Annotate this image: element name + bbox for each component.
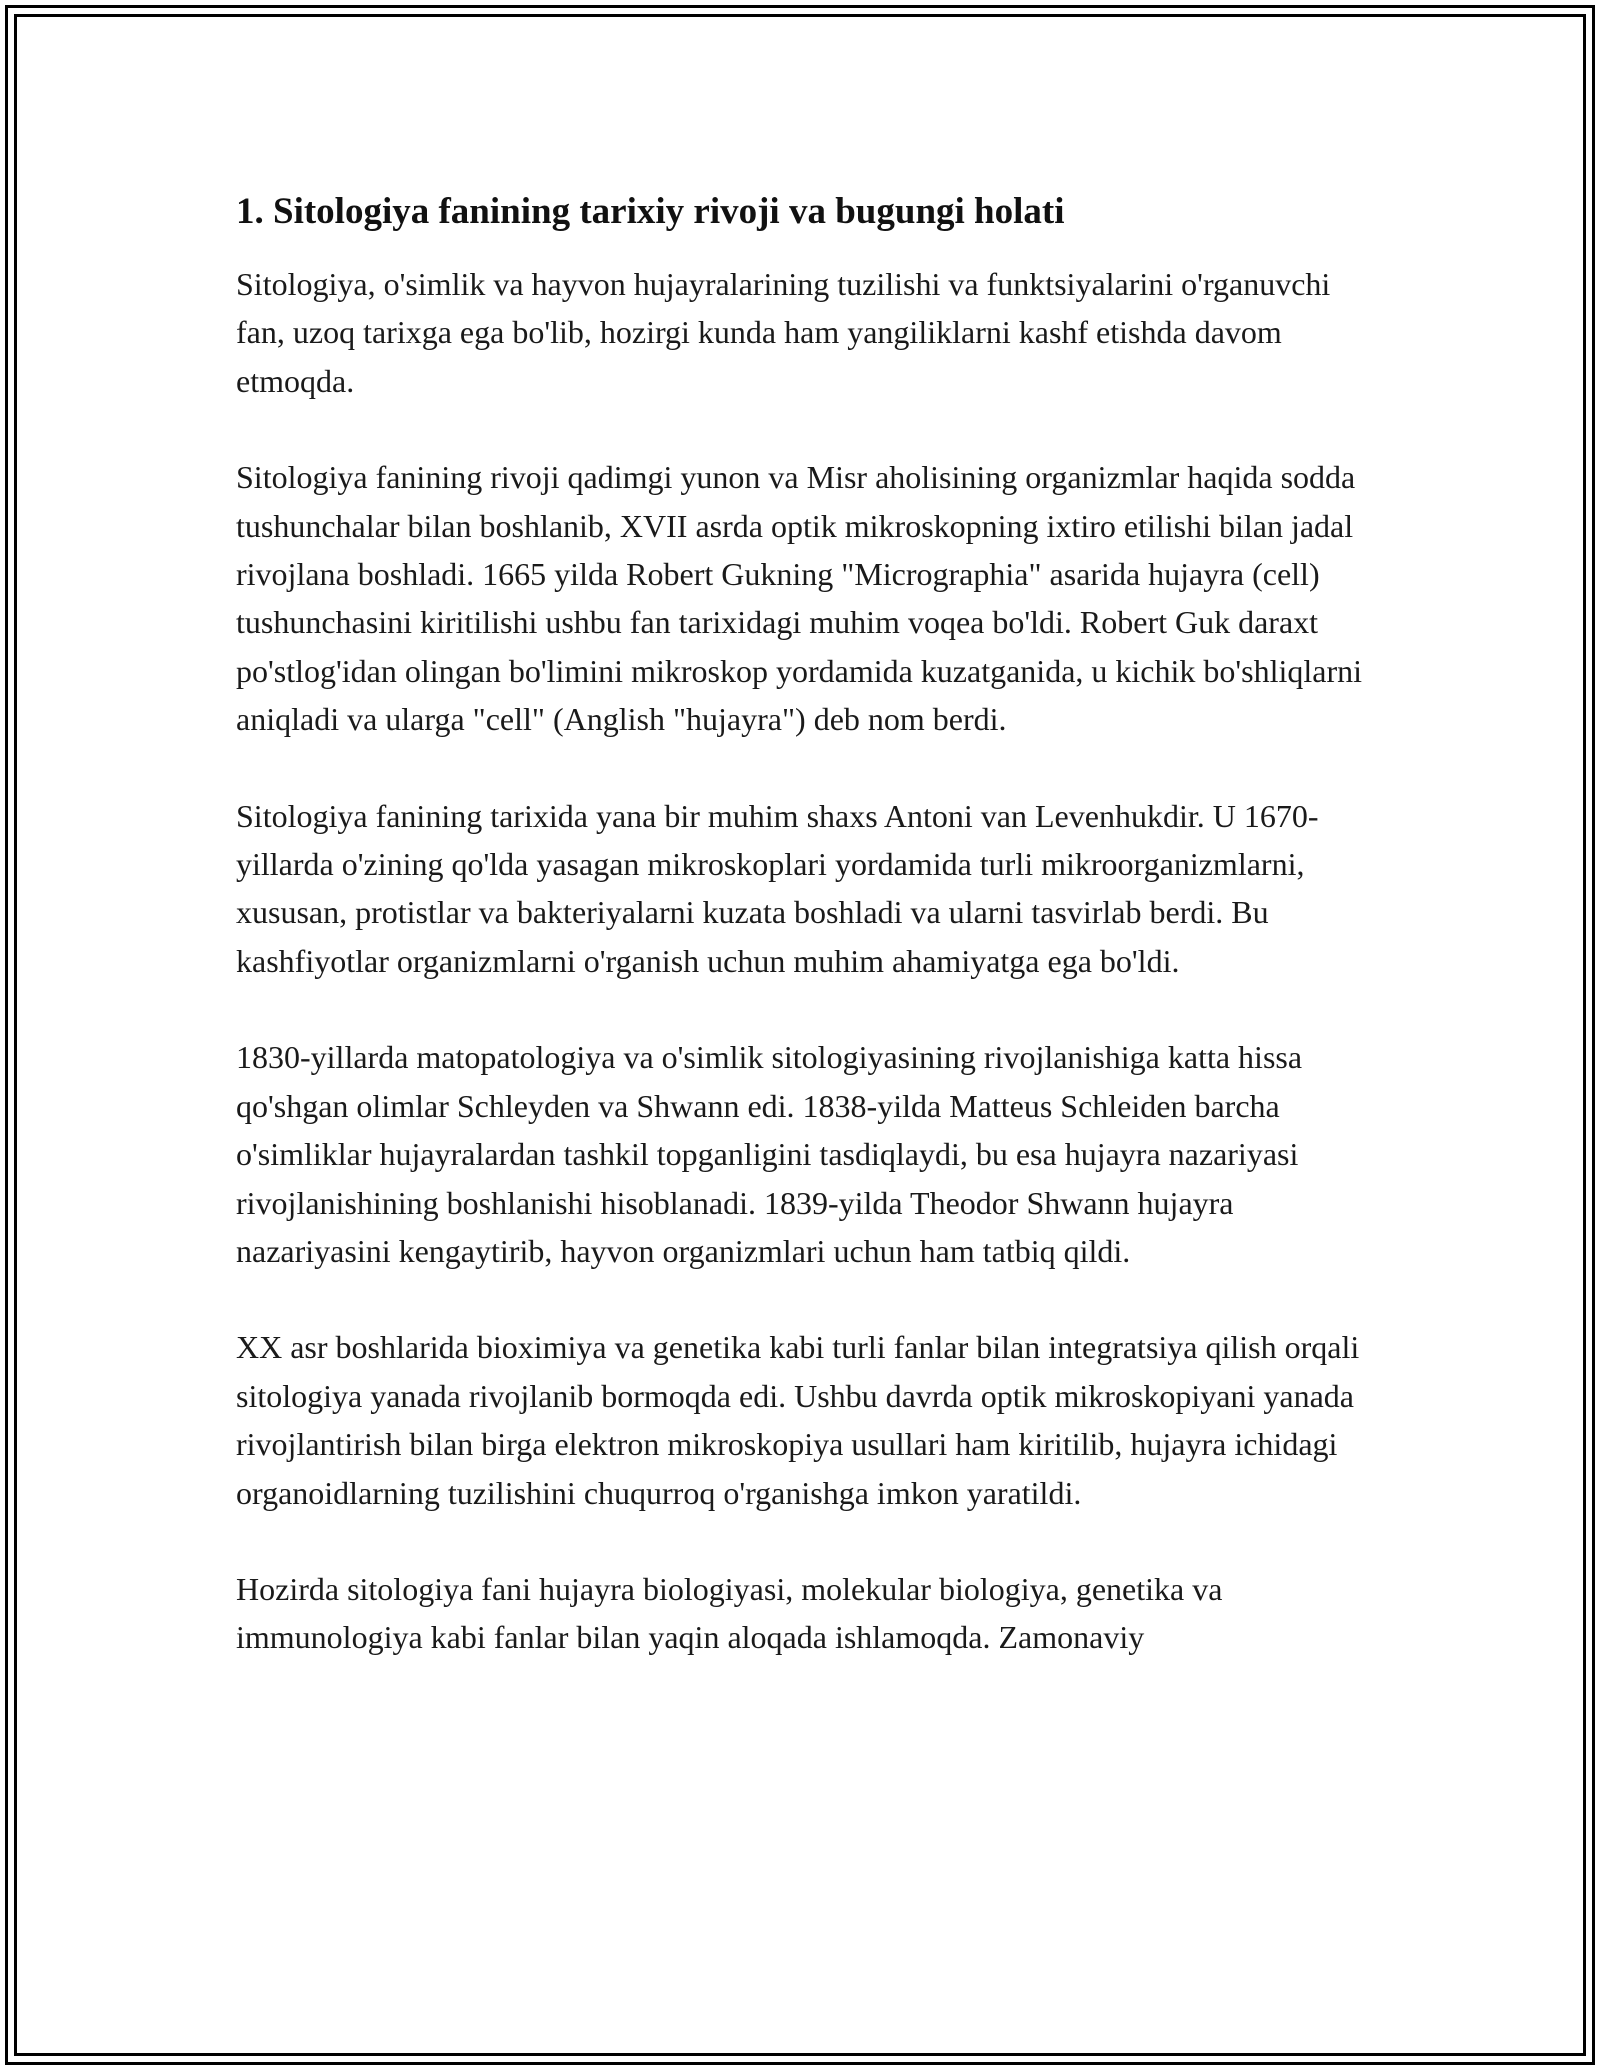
paragraph-schleiden-schwann: 1830-yillarda matopatologiya va o'simlik sitologiyasining rivojlanishiga katta hissa qo'shgan olimlar Schleyden va Shwann edi. 1838-yilda Matteus Schleiden barcha o'simliklar hujayralardan tashkil topganligini tasdiqlaydi, bu esa hujayra nazariyasi rivojlanishining boshlanishi hisoblanadi. 1839-yilda Theodor Shwann hujayra nazariyasini kengaytirib, hayvon organizmlari uchun ham tatbiq qildi. — [236, 1039, 1303, 1269]
paragraph-20th-century: XX asr boshlarida bioximiya va genetika kabi turli fanlar bilan integratsiya qilish orqali sitologiya yanada rivojlanib bormoqda edi. Ushbu davrda optik mikroskopiyani yanada rivojlantirish bilan birga elektron mikroskopiya usullari ham kiritilib, hujayra ichidagi organoidlarning tuzilishini chuqurroq o'rganishga imkon yaratildi. — [236, 1329, 1360, 1511]
document-body — [236, 188, 1376, 1662]
paragraph-modern: Hozirda sitologiya fani hujayra biologiyasi, molekular biologiya, genetika va immunologiya kabi fanlar bilan yaqin aloqada ishlamoqda. Zamonaviy — [236, 1570, 1223, 1656]
paragraph-hooke: Sitologiya fanining rivoji qadimgi yunon va Misr aholisining organizmlar haqida sodda tushunchalar bilan boshlanib, XVII asrda optik mikroskopning ixtiro etilishi bilan jadal rivojlana boshladi. 1665 yilda Robert Gukning "Micrographia" asarida hujayra (cell) tushunchasini kiritilishi ushbu fan tarixidagi muhim voqea bo'ldi. Robert Guk daraxt po'stlog'idan olingan bo'limini mikroskop yordamida kuzatganida, u kichik bo'shliqlarni aniqladi va ularga "cell" (Anglish "hujayra") deb nom berdi. — [236, 459, 1363, 738]
paragraph-leeuwenhoek: Sitologiya fanining tarixida yana bir muhim shaxs Antoni van Levenhukdir. U 1670-yillarda o'zining qo'lda yasagan mikroskoplari yordamida turli mikroorganizmlarni, xususan, protistlar va bakteriyalarni kuzata boshladi va ularni tasvirlab berdi. Bu kashfiyotlar organizmlarni o'rganish uchun muhim ahamiyatga ega bo'ldi. — [236, 797, 1319, 979]
section-heading: 1. Sitologiya fanining tarixiy rivoji va bugungi holati — [236, 191, 1065, 232]
paragraph-intro: Sitologiya, o'simlik va hayvon hujayralarining tuzilishi va funktsiyalarini o'rganuvchi fan, uzoq tarixga ega bo'lib, hozirgi kunda ham yangiliklarni kashf etishda davom etmoqda. — [236, 266, 1331, 399]
